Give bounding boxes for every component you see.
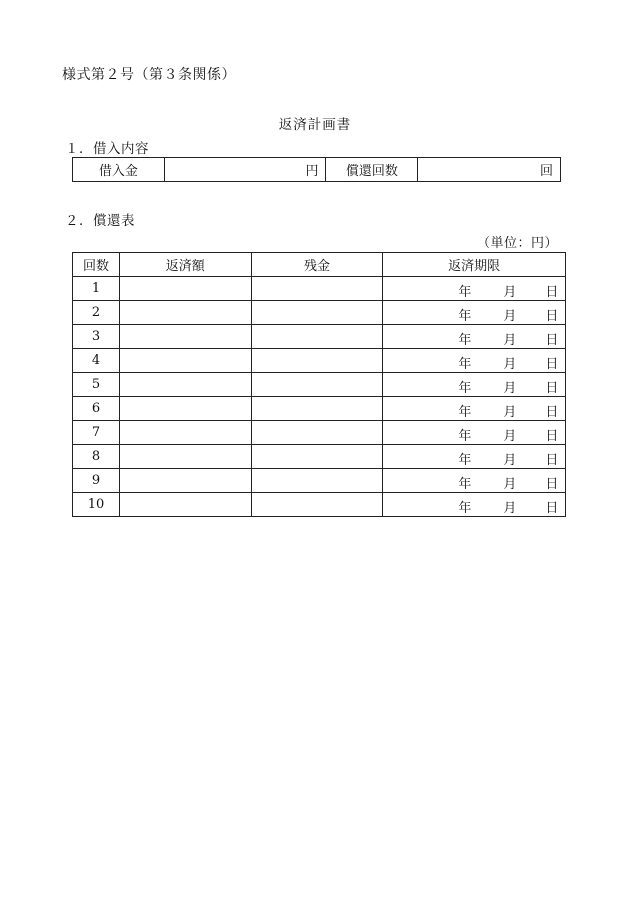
- month-label: 月: [503, 381, 517, 396]
- repayment-count-unit: 回: [539, 164, 553, 179]
- day-label: 日: [545, 309, 559, 324]
- row-number: 8: [73, 445, 120, 469]
- due-date-cell[interactable]: [383, 469, 566, 493]
- payment-amount-cell[interactable]: [119, 397, 251, 421]
- payment-amount-cell[interactable]: [119, 469, 251, 493]
- day-label: 日: [545, 357, 559, 372]
- form-number: 様式第２号（第３条関係）: [62, 67, 236, 83]
- payment-amount-cell[interactable]: [119, 445, 251, 469]
- year-label: 年: [458, 357, 472, 372]
- payment-amount-cell[interactable]: [119, 373, 251, 397]
- loan-details-row: [73, 158, 561, 182]
- month-label: 月: [503, 357, 517, 372]
- remaining-balance-cell[interactable]: [251, 349, 383, 373]
- row-number: 10: [73, 493, 120, 517]
- month-label: 月: [503, 333, 517, 348]
- year-label: 年: [458, 333, 472, 348]
- repayment-schedule-table: [72, 252, 566, 517]
- table-row: [73, 349, 566, 373]
- year-label: 年: [458, 501, 472, 516]
- due-date-cell[interactable]: [383, 373, 566, 397]
- month-label: 月: [503, 285, 517, 300]
- table-row: [73, 421, 566, 445]
- loan-amount-label: 借入金: [73, 158, 165, 182]
- table-row: [73, 277, 566, 301]
- section-loan-heading: １．借入内容: [65, 141, 149, 157]
- table-row: [73, 469, 566, 493]
- day-label: 日: [545, 333, 559, 348]
- payment-amount-cell[interactable]: [119, 301, 251, 325]
- remaining-balance-cell[interactable]: [251, 277, 383, 301]
- table-row: [73, 397, 566, 421]
- row-number: 2: [73, 301, 120, 325]
- column-header-count: 回数: [73, 253, 120, 277]
- month-label: 月: [503, 477, 517, 492]
- remaining-balance-cell[interactable]: [251, 301, 383, 325]
- year-label: 年: [458, 405, 472, 420]
- loan-amount-unit: 円: [305, 164, 319, 179]
- remaining-balance-cell[interactable]: [251, 493, 383, 517]
- row-number: 3: [73, 325, 120, 349]
- row-number: 7: [73, 421, 120, 445]
- remaining-balance-cell[interactable]: [251, 445, 383, 469]
- day-label: 日: [545, 501, 559, 516]
- payment-amount-cell[interactable]: [119, 493, 251, 517]
- remaining-balance-cell[interactable]: [251, 469, 383, 493]
- due-date-cell[interactable]: [383, 445, 566, 469]
- row-number: 5: [73, 373, 120, 397]
- remaining-balance-cell[interactable]: [251, 397, 383, 421]
- remaining-balance-cell[interactable]: [251, 421, 383, 445]
- year-label: 年: [458, 381, 472, 396]
- table-row: [73, 301, 566, 325]
- month-label: 月: [503, 453, 517, 468]
- unit-note: （単位：円）: [476, 236, 558, 251]
- payment-amount-cell[interactable]: [119, 421, 251, 445]
- day-label: 日: [545, 381, 559, 396]
- table-row: [73, 325, 566, 349]
- document-title: 返済計画書: [278, 117, 352, 133]
- due-date-cell[interactable]: [383, 301, 566, 325]
- column-header-payment: 返済額: [119, 253, 251, 277]
- year-label: 年: [458, 477, 472, 492]
- day-label: 日: [545, 453, 559, 468]
- payment-amount-cell[interactable]: [119, 325, 251, 349]
- year-label: 年: [458, 453, 472, 468]
- month-label: 月: [503, 405, 517, 420]
- due-date-cell[interactable]: [383, 277, 566, 301]
- section-schedule-heading: ２．償還表: [65, 213, 135, 229]
- day-label: 日: [545, 429, 559, 444]
- loan-details-table: [72, 157, 561, 182]
- month-label: 月: [503, 429, 517, 444]
- due-date-cell[interactable]: [383, 349, 566, 373]
- day-label: 日: [545, 477, 559, 492]
- due-date-cell[interactable]: [383, 325, 566, 349]
- schedule-header-row: [73, 253, 566, 277]
- table-row: [73, 493, 566, 517]
- row-number: 4: [73, 349, 120, 373]
- repayment-count-label: 償還回数: [326, 158, 418, 182]
- table-row: [73, 445, 566, 469]
- year-label: 年: [458, 285, 472, 300]
- due-date-cell[interactable]: [383, 493, 566, 517]
- year-label: 年: [458, 309, 472, 324]
- repayment-count-field[interactable]: [418, 158, 561, 182]
- loan-amount-field[interactable]: [164, 158, 326, 182]
- row-number: 6: [73, 397, 120, 421]
- table-row: [73, 373, 566, 397]
- day-label: 日: [545, 285, 559, 300]
- row-number: 1: [73, 277, 120, 301]
- due-date-cell[interactable]: [383, 397, 566, 421]
- month-label: 月: [503, 501, 517, 516]
- row-number: 9: [73, 469, 120, 493]
- payment-amount-cell[interactable]: [119, 277, 251, 301]
- column-header-due-date: 返済期限: [383, 253, 566, 277]
- due-date-cell[interactable]: [383, 421, 566, 445]
- day-label: 日: [545, 405, 559, 420]
- remaining-balance-cell[interactable]: [251, 325, 383, 349]
- year-label: 年: [458, 429, 472, 444]
- column-header-balance: 残金: [251, 253, 383, 277]
- remaining-balance-cell[interactable]: [251, 373, 383, 397]
- payment-amount-cell[interactable]: [119, 349, 251, 373]
- month-label: 月: [503, 309, 517, 324]
